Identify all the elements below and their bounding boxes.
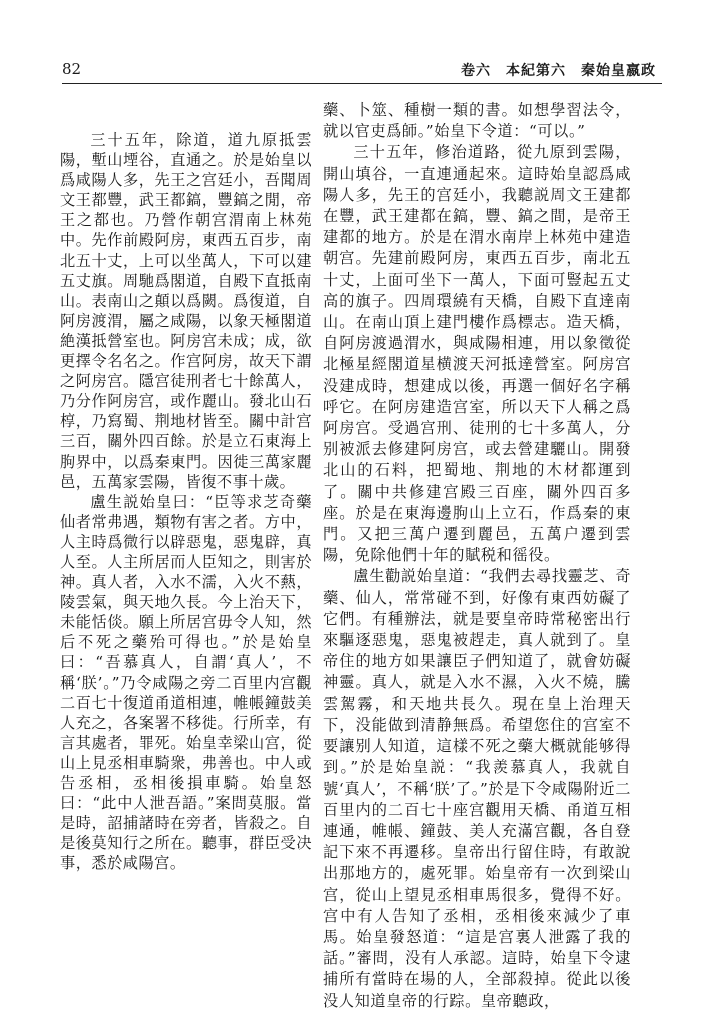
classical-text-column — [60, 100, 312, 873]
translation-column — [323, 100, 631, 1012]
translation-paragraph-3: 盧生勸説始皇道：“我們去尋找靈芝、奇藥、仙人，常常碰不到，好像有東西妨礙了它們。有種辦法，就是要皇帝時常秘密出行來驅逐惡鬼，惡鬼被趕走，真人就到了。皇帝住的地方如果讓臣子們知道了，就會妨礙神靈。真人，就是入水不濕，入火不燒，騰雲駕霧，和天地共長久。現在皇上治理天下，没能做到清静無爲。希望您住的宫室不要讓别人知道，這樣不死之藥大概就能够得到。”於是始皇説：“我羨慕真人，我就自號‘真人’，不稱‘朕’了。”於是下令咸陽附近二百里内的二百七十座宫觀用天橋、甬道互相連通，帷帳、鐘鼓、美人充滿宫觀，各自登記下來不再遷移。皇帝出行留住時，有敢說出那地方的，處死罪。始皇帝有一次到梁山宫，從山上望見丞相車馬很多，覺得不好。宫中有人告知了丞相，丞相後來減少了車馬。始皇發怒道：“這是宫裏人泄露了我的話。”審問，没有人承認。這時，始皇下令逮捕所有當時在場的人，全部殺掉。從此以後没人知道皇帝的行踪。皇帝聽政， — [323, 567, 631, 1010]
classical-paragraph-2: 盧生説始皇曰：“臣等求芝奇藥仙者常弗遇，類物有害之者。方中，人主時爲微行以辟惡鬼，惡鬼辟，真人至。人主所居而人臣知之，則害於神。真人者，入水不濡，入火不爇，陵雲氣，與天地久長。今上治天下，未能恬倓。願上所居宫毋令人知，然后不死之藥殆可得也。”於是始皇曰：“吾慕真人，自謂‘真人’，不稱‘朕’。”乃令咸陽之旁二百里内宫觀二百七十復道甬道相連，帷帳鐘鼓美人充之，各案署不移徙。行所幸，有言其處者，罪死。始皇幸梁山宫，從山上見丞相車騎衆，弗善也。中人或告丞相，丞相後損車騎。始皇怒曰：“此中人泄吾語。”案問莫服。當是時，詔捕諸時在旁者，皆殺之。自是後莫知行之所在。聽事，群臣受决事，悉於咸陽宫。 — [60, 492, 312, 873]
header-rule — [62, 83, 662, 84]
page-number: 82 — [62, 60, 82, 78]
classical-paragraph-1: 三十五年，除道，道九原抵雲陽，塹山堙谷，直通之。於是始皇以爲咸陽人多，先王之宫廷小，吾聞周文王都豐，武王都鎬，豐鎬之閒，帝王之都也。乃營作朝宫渭南上林苑中。先作前殿阿房，東西五百步，南北五十丈，上可以坐萬人，下可以建五丈旗。周馳爲閣道，自殿下直抵南山。表南山之顛以爲闕。爲復道，自阿房渡渭，屬之咸陽，以象天極閣道絶漢抵營室也。阿房宫未成；成，欲更擇令名名之。作宫阿房，故天下謂之阿房宫。隱宫徒刑者七十餘萬人，乃分作阿房宫，或作麗山。發北山石椁，乃寫蜀、荆地材皆至。關中計宫三百，關外四百餘。於是立石東海上朐界中，以爲秦東門。因徙三萬家麗邑，五萬家雲陽，皆復不事十歲。 — [60, 131, 312, 491]
translation-paragraph-1: 藥、卜筮、種樹一類的書。如想學習法令，就以官吏爲師。”始皇下令道：“可以。” — [323, 101, 631, 141]
running-title: 卷六 本紀第六 秦始皇嬴政 — [461, 63, 656, 79]
translation-paragraph-2: 三十五年，修治道路，從九原到雲陽，開山填谷，一直連通起來。這時始皇認爲咸陽人多，先王的宫廷小，我聽説周文王建都在豐，武王建都在鎬，豐、鎬之間，是帝王建都的地方。於是在渭水南岸上林苑中建造朝宫。先建前殿阿房，東西五百步，南北五十丈，上面可坐下一萬人，下面可豎起五丈高的旗子。四周環繞有天橋，自殿下直達南山。在南山頂上建門樓作爲標志。造天橋，自阿房渡過渭水，與咸陽相連，用以象徵從北極星經閣道星横渡天河抵達營室。阿房宫没建成時，想建成以後，再選一個好名字稱呼它。在阿房建造宫室，所以天下人稱之爲阿房宫。受過宫刑、徒刑的七十多萬人，分别被派去修建阿房宫，或去營建驪山。開發北山的石料，把蜀地、荆地的木材都運到了。關中共修建宫殿三百座，關外四百多座。於是在東海邊朐山上立石，作爲秦的東門。又把三萬户遷到麗邑，五萬户遷到雲陽，免除他們十年的賦税和徭役。 — [323, 143, 631, 565]
running-header — [62, 58, 662, 84]
